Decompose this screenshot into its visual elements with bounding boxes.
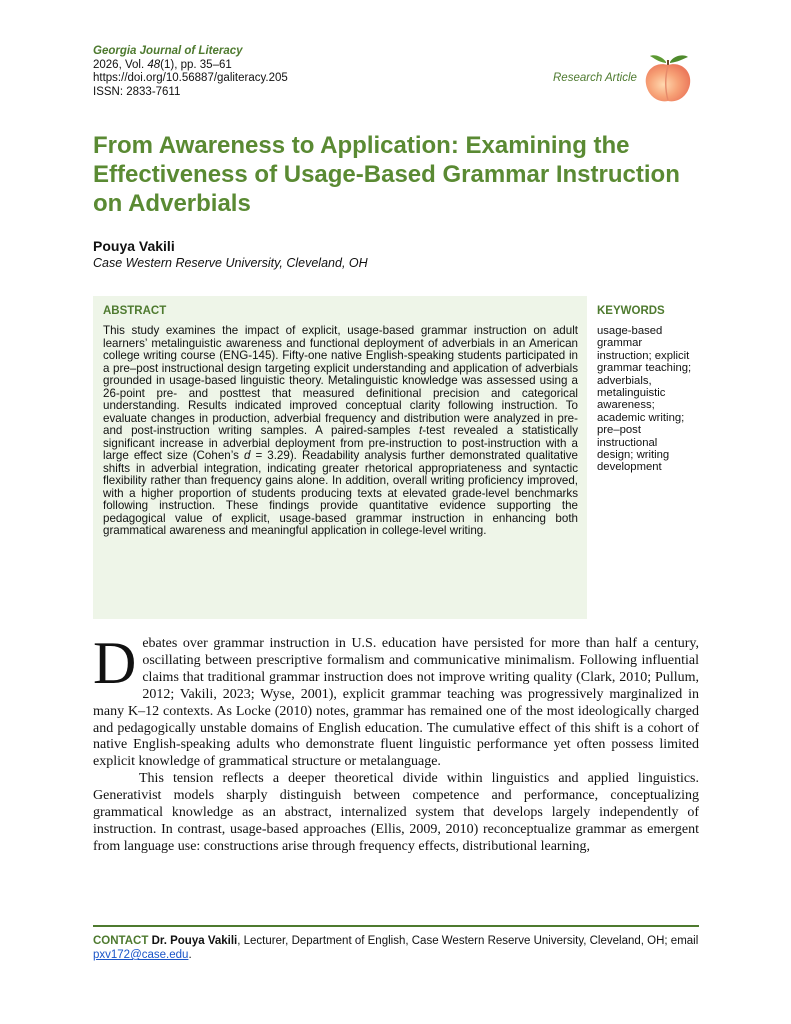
contact-end: . <box>188 949 192 961</box>
contact-details: , Lecturer, Department of English, Case Western Reserve University, Cleveland, OH; email <box>237 935 699 947</box>
footer-divider <box>93 925 699 927</box>
abstract-part-3: = 3.29). Readability analysis further demonstrated qualitative shifts in adverbial integration, indicating greater rhetorical appropriateness and syntactic flexibility rather than frequency gains alone. In addition, overall writing proficiency improved, with a higher proportion of students producing texts at elevated grade-level benchmarks following instruction. These findings provide quantitative evidence supporting the pedagogical value of explicit, usage-based grammar instruction in enhancing both grammatical awareness and meaningful application in college-level writing. <box>103 449 578 537</box>
d-symbol: d <box>243 449 251 462</box>
journal-header <box>93 45 288 99</box>
issn: ISSN: 2833-7611 <box>93 85 181 98</box>
t-symbol: t <box>419 424 423 437</box>
abstract-part-2: -test revealed a statistically significant increase in adverbial deployment from pre-instruction to post-instruction with a large effect size (Cohen’s <box>103 424 578 462</box>
body-paragraph-1 <box>93 630 699 771</box>
article-type-label: Research Article <box>553 72 637 84</box>
keywords-text: usage-based grammar instruction; explicit grammar teaching; adverbials, metalinguistic awareness; academic writing; pre–post instructional design; writing development <box>597 325 692 474</box>
article-body <box>93 630 699 856</box>
article-title: From Awareness to Application: Examining the Effectiveness of Usage-Based Grammar Instruction on Adverbials <box>93 132 680 217</box>
contact-label: CONTACT <box>93 935 149 947</box>
volume-number: 48 <box>147 58 161 71</box>
peach-icon <box>640 50 696 106</box>
author-name: Pouya Vakili <box>93 238 175 254</box>
body-paragraph-1-text: ebates over grammar instruction in U.S. education have persisted for more than half a century, oscillating between prescriptive formalism and communicative minimalism. Following influential claims that traditional grammar instruction does not improve writing quality (Clark, 2010; Pullum, 2012; Vakili, 2023; Wyse, 2001), explicit grammar teaching was progressively marginalized in many K–12 contexts. As Locke (2010) notes, grammar has remained one of the most ideologically charged and pedagogically unstable domains of English education. The cumulative effect of this shift is a cohort of native English-speaking adults who demonstrate fluent linguistic performance yet often possess limited explicit knowledge of grammatical structure or metalanguage. <box>93 636 699 770</box>
contact-footnote <box>93 934 699 962</box>
contact-name: Dr. Pouya Vakili <box>151 935 238 947</box>
contact-email-link[interactable]: pxv172@case.edu <box>93 949 189 961</box>
doi-link[interactable]: https://doi.org/10.56887/galiteracy.205 <box>93 72 288 84</box>
citation-suffix: (1), pp. 35–61 <box>160 58 232 71</box>
keywords-heading: KEYWORDS <box>597 305 665 317</box>
abstract-part-1: This study examines the impact of explicit, usage-based grammar instruction on adult learners’ metalinguistic awareness and functional deployment of adverbials in an American college writing course (ENG-145). Fifty-one native English-speaking students participated in a pre–post instructional design targeting explicit understanding and application of adverbials grounded in usage-based linguistic theory. Metalinguistic knowledge was assessed using a 26-point pre- and posttest that measured definitional precision and categorical understanding. Results indicated improved conceptual clarity following instruction. To evaluate changes in production, adverbial frequency and distribution were analyzed in pre- and post-instruction writing samples. A paired-samples <box>103 324 578 437</box>
abstract-heading: ABSTRACT <box>103 305 167 317</box>
body-paragraph-2: This tension reflects a deeper theoretical divide within linguistics and applied linguistics. Generativist models sharply distinguish between competence and performance, conceptualizing grammatical knowledge as an abstract, internalized system that develops largely independently of instruction. In contrast, usage-based approaches (Ellis, 2009, 2010) reconceptualize grammar as emergent from language use: constructions arise through frequency effects, distributional learning, <box>93 771 699 854</box>
citation-prefix: 2026, Vol. <box>93 58 148 71</box>
citation-line <box>93 59 288 73</box>
abstract-text <box>103 325 578 538</box>
journal-name: Georgia Journal of Literacy <box>93 45 243 57</box>
drop-cap: D <box>93 630 137 696</box>
author-affiliation: Case Western Reserve University, Cleveland, OH <box>93 256 368 270</box>
